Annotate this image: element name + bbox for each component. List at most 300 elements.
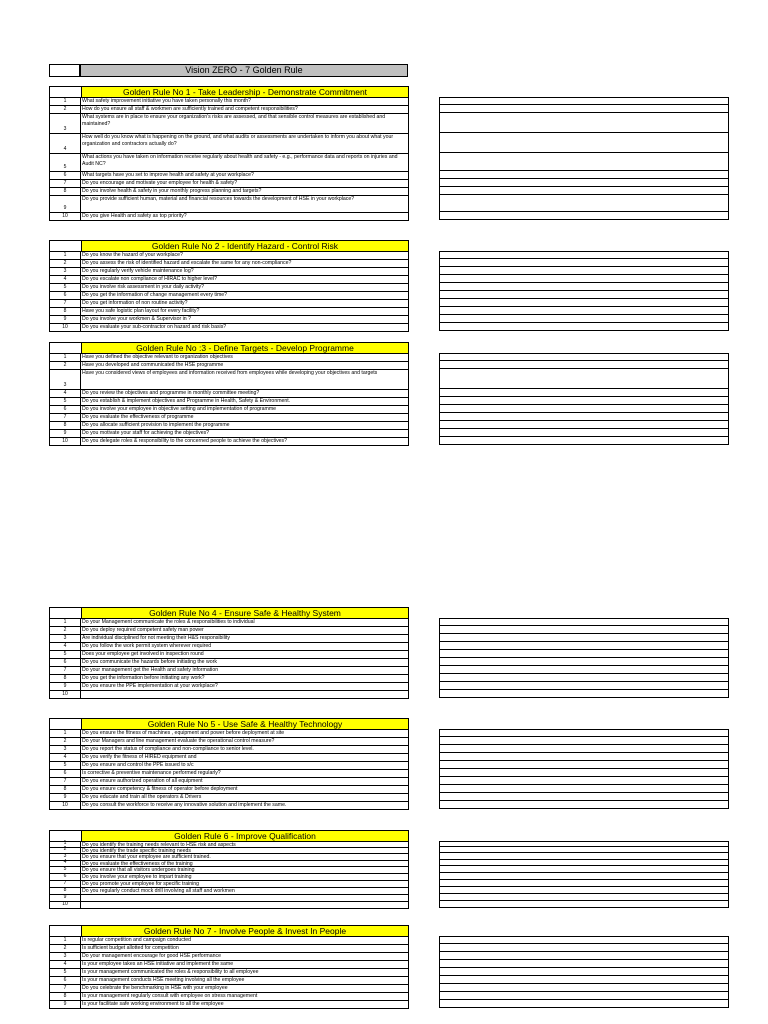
answer-cell[interactable] (439, 187, 729, 195)
question-row (49, 770, 409, 778)
answer-cell[interactable] (439, 650, 729, 658)
question-row (49, 794, 409, 802)
question-text: Do your Management communicate the roles & responsibilities to individual (81, 619, 409, 626)
question-text: Do you delegate roles & responsibility to the concerned people to achieve the objectives? (81, 438, 409, 445)
question-number: 1 (49, 619, 81, 626)
question-number: 8 (49, 422, 81, 429)
answer-cell[interactable] (439, 97, 729, 105)
question-text: Do you know the hazard of your workplace? (81, 252, 409, 259)
question-text: Do you provide sufficient human, material and financial resources towards the development of HSE in your workplace? (81, 196, 409, 212)
question-row (49, 953, 409, 961)
question-number: 3 (49, 114, 81, 133)
question-text: Do you identify the trade specific training needs (81, 848, 409, 853)
question-text: Is regular competition and campaign conducted (81, 937, 409, 944)
answer-cell[interactable] (439, 133, 729, 153)
answer-cell[interactable] (439, 785, 729, 793)
answer-cell[interactable] (439, 291, 729, 299)
question-text: Is your facilitate safe working environment to all the employee (81, 1001, 409, 1008)
question-text: Do you ensure authorized operation of all equipment (81, 778, 409, 785)
answer-cell[interactable] (439, 113, 729, 133)
question-text: Do you ensure that all visitors undergoes training (81, 867, 409, 873)
answer-cell[interactable] (439, 658, 729, 666)
question-text: Do you regularly verify vehicle maintenance log? (81, 268, 409, 275)
golden-rule-section-5 (49, 718, 409, 810)
question-text: Do you escalate non compliance of HIRAC to higher level? (81, 276, 409, 283)
question-number: 9 (49, 1001, 81, 1008)
answer-cell[interactable] (439, 283, 729, 291)
question-row (49, 390, 409, 398)
question-number: 6 (49, 874, 81, 880)
question-text: How do you ensure all staff & workmen are sufficiently trained and competent responsibilities? (81, 106, 409, 113)
question-row (49, 874, 409, 881)
answer-cell[interactable] (439, 315, 729, 323)
question-number: 7 (49, 881, 81, 887)
question-number: 1 (49, 354, 81, 361)
question-text: Do you evaluate the effectiveness of programme (81, 414, 409, 421)
question-row (49, 937, 409, 945)
question-text: Do you ensure competency & fitness of operator before deployment (81, 786, 409, 793)
section-header (49, 240, 409, 252)
section-header (49, 607, 409, 619)
question-row (49, 154, 409, 172)
answer-cell[interactable] (439, 880, 729, 887)
question-text: Do you ensure the PPE implementation at your workplace? (81, 683, 409, 690)
question-text: Is your employee takes an HSE initiative and implement the same (81, 961, 409, 968)
question-text: Do you follow the work permit system wherever required (81, 643, 409, 650)
answer-cell[interactable] (439, 936, 729, 944)
question-number: 10 (49, 324, 81, 331)
question-number: 5 (49, 154, 81, 171)
answer-cell[interactable] (439, 421, 729, 429)
section-header-number-cell (49, 86, 81, 98)
question-text: Do you consult the workforce to receive any innovative solution and implement the same. (81, 802, 409, 809)
question-row (49, 398, 409, 406)
question-number: 4 (49, 390, 81, 397)
question-number: 6 (49, 292, 81, 299)
question-number: 5 (49, 969, 81, 976)
answer-cell[interactable] (439, 361, 729, 369)
answer-cell[interactable] (439, 323, 729, 331)
answer-cell[interactable] (439, 894, 729, 901)
question-number: 8 (49, 675, 81, 682)
question-row (49, 961, 409, 969)
answer-cell[interactable] (439, 976, 729, 984)
answer-cell[interactable] (439, 745, 729, 753)
question-row (49, 1001, 409, 1009)
question-row (49, 619, 409, 627)
question-number: 4 (49, 276, 81, 283)
question-number: 9 (49, 430, 81, 437)
question-text: How well do you know what is happening on the ground, and what audits or assessments are undertaken to inform you about what your organization and contractors actually do? (81, 134, 409, 153)
answer-cell[interactable] (439, 1000, 729, 1008)
answer-cell[interactable] (439, 299, 729, 307)
question-row (49, 188, 409, 196)
question-text: Do your management encourage for good HSE performance (81, 953, 409, 960)
answer-cell[interactable] (439, 666, 729, 674)
question-row (49, 213, 409, 221)
question-row (49, 691, 409, 699)
question-row (49, 683, 409, 691)
question-row (49, 430, 409, 438)
question-text: Do you motivate your staff for achieving the objectives? (81, 430, 409, 437)
question-number: 1 (49, 252, 81, 259)
question-row (49, 414, 409, 422)
answer-cell[interactable] (439, 618, 729, 626)
question-row (49, 635, 409, 643)
question-text: Do you encourage and motivate your employee for health & safety? (81, 180, 409, 187)
question-text: Is your management regularly consult with employee on stress management (81, 993, 409, 1000)
answer-cell[interactable] (439, 682, 729, 690)
question-number: 7 (49, 985, 81, 992)
question-text: Do you assess the risk of identified hazard and escalate the same for any non-compliance? (81, 260, 409, 267)
question-text: Do you review the objectives and programme in monthly committee meeting? (81, 390, 409, 397)
answer-column (439, 251, 729, 331)
question-text: Do you educate and train all the operators & Drivers (81, 794, 409, 801)
section-heading: Golden Rule No 4 - Ensure Safe & Healthy System (81, 607, 409, 619)
question-row (49, 252, 409, 260)
question-text: Do you deploy required competent safety man power (81, 627, 409, 634)
question-number: 5 (49, 398, 81, 405)
answer-cell[interactable] (439, 729, 729, 737)
question-row (49, 643, 409, 651)
question-row (49, 888, 409, 895)
document-title: Vision ZERO - 7 Golden Rule (80, 64, 408, 77)
answer-cell[interactable] (439, 968, 729, 976)
question-text: Do you promote your employee for specific training (81, 881, 409, 887)
question-number: 2 (49, 738, 81, 745)
question-row (49, 945, 409, 953)
section-header-number-cell (49, 342, 81, 354)
question-text: What targets have you set to improve health and safety at your workplace? (81, 172, 409, 179)
question-number: 1 (49, 98, 81, 105)
question-text: Do you evaluate your sub-contractor on hazard and risk basis? (81, 324, 409, 331)
question-number: 3 (49, 370, 81, 389)
question-text (81, 902, 409, 908)
question-number: 10 (49, 902, 81, 908)
question-text: Do you verify the fitness of HIRED equipment and (81, 754, 409, 761)
answer-cell[interactable] (439, 251, 729, 259)
question-row (49, 627, 409, 635)
question-number: 8 (49, 786, 81, 793)
question-text: Do you involve risk assessment in your daily activity? (81, 284, 409, 291)
section-heading: Golden Rule No 7 - Involve People & Invest In People (81, 925, 409, 937)
question-row (49, 902, 409, 909)
question-text: Do you evaluate the effectiveness of the training (81, 861, 409, 866)
answer-cell[interactable] (439, 105, 729, 113)
section-header (49, 342, 409, 354)
question-number: 5 (49, 651, 81, 658)
question-text: What systems are in place to ensure your organization's risks are assessed, and that sensible control measures are established and maintained? (81, 114, 409, 133)
question-row (49, 98, 409, 106)
question-number: 3 (49, 854, 81, 860)
question-row (49, 854, 409, 861)
question-number: 6 (49, 770, 81, 777)
question-number: 7 (49, 667, 81, 674)
question-text: Do you involve your employee to impart training (81, 874, 409, 880)
answer-cell[interactable] (439, 634, 729, 642)
answer-cell[interactable] (439, 674, 729, 682)
question-row (49, 895, 409, 902)
question-number: 7 (49, 778, 81, 785)
question-row (49, 422, 409, 430)
answer-cell[interactable] (439, 212, 729, 220)
question-row (49, 106, 409, 114)
question-row (49, 308, 409, 316)
answer-cell[interactable] (439, 153, 729, 171)
question-row (49, 675, 409, 683)
answer-cell[interactable] (439, 353, 729, 361)
question-row (49, 438, 409, 446)
question-text: Have you considered views of employees and information received from employees while developing your objectives and targets (81, 370, 409, 389)
question-row (49, 196, 409, 213)
question-number: 6 (49, 977, 81, 984)
answer-cell[interactable] (439, 853, 729, 860)
question-text: Do you ensure that your employee are sufficient trained. (81, 854, 409, 860)
answer-column (439, 353, 729, 445)
question-number: 10 (49, 691, 81, 698)
question-number: 5 (49, 284, 81, 291)
question-number: 2 (49, 106, 81, 113)
question-text: Is corrective & preventive maintenance performed regularly? (81, 770, 409, 777)
answer-cell[interactable] (439, 801, 729, 809)
answer-cell[interactable] (439, 690, 729, 698)
question-row (49, 651, 409, 659)
question-text: Do you get information of non routine activity? (81, 300, 409, 307)
question-number: 4 (49, 134, 81, 153)
question-number: 3 (49, 746, 81, 753)
question-number: 7 (49, 300, 81, 307)
question-text: What safety improvement initiative you have taken personally this month? (81, 98, 409, 105)
question-text: Have you defined the objective relevant to organization objectives (81, 354, 409, 361)
answer-cell[interactable] (439, 777, 729, 785)
question-row (49, 114, 409, 134)
question-number: 10 (49, 438, 81, 445)
question-row (49, 667, 409, 675)
answer-cell[interactable] (439, 642, 729, 650)
section-heading: Golden Rule No 2 - Identify Hazard - Control Risk (81, 240, 409, 252)
section-heading: Golden Rule No 1 - Take Leadership - Demonstrate Commitment (81, 86, 409, 98)
question-number: 8 (49, 888, 81, 894)
answer-column (439, 618, 729, 698)
question-number: 4 (49, 961, 81, 968)
answer-cell[interactable] (439, 960, 729, 968)
question-number: 9 (49, 683, 81, 690)
question-row (49, 180, 409, 188)
question-row (49, 362, 409, 370)
question-text: Do you ensure and control the PPE issued to s/c (81, 762, 409, 769)
answer-column (439, 97, 729, 220)
answer-cell[interactable] (439, 389, 729, 397)
question-text: Is your management conducts HSE meeting involving all the employee (81, 977, 409, 984)
question-row (49, 977, 409, 985)
question-text: Do you involve your employee in objective setting and implementation of programme (81, 406, 409, 413)
question-row (49, 276, 409, 284)
question-text: Do your Managers and line management evaluate the operational control measure? (81, 738, 409, 745)
question-row (49, 730, 409, 738)
question-number: 8 (49, 308, 81, 315)
answer-cell[interactable] (439, 171, 729, 179)
question-row (49, 786, 409, 794)
question-row (49, 762, 409, 770)
question-text: Are individual disciplined for not meeting their H&S responsibility (81, 635, 409, 642)
question-text: Do your management get the Health and safety information (81, 667, 409, 674)
answer-cell[interactable] (439, 887, 729, 894)
answer-cell[interactable] (439, 984, 729, 992)
question-text: Do you regularly conduct mock drill involving all staff and workmen (81, 888, 409, 894)
answer-cell[interactable] (439, 405, 729, 413)
answer-cell[interactable] (439, 369, 729, 389)
question-number: 3 (49, 635, 81, 642)
question-number: 1 (49, 730, 81, 737)
answer-column (439, 841, 729, 908)
question-text: Do you get the information before initiating any work? (81, 675, 409, 682)
answer-cell[interactable] (439, 195, 729, 212)
section-header-number-cell (49, 925, 81, 937)
question-row (49, 300, 409, 308)
question-number: 1 (49, 842, 81, 847)
question-row (49, 406, 409, 414)
question-text: Do you involve your workmen & Supervisor in ? (81, 316, 409, 323)
question-row (49, 778, 409, 786)
question-number: 7 (49, 414, 81, 421)
question-row (49, 324, 409, 332)
answer-cell[interactable] (439, 437, 729, 445)
question-number: 8 (49, 188, 81, 195)
section-header (49, 925, 409, 937)
question-row (49, 659, 409, 667)
question-number: 5 (49, 867, 81, 873)
section-heading: Golden Rule 6 - Improve Qualification (81, 830, 409, 842)
question-text: Do you give Health and safety as top priority? (81, 213, 409, 220)
answer-cell[interactable] (439, 866, 729, 873)
question-text: Do you identify the training needs relevant to HSE risk and aspects (81, 842, 409, 847)
question-text: Have you safe logistic plan layout for every facility? (81, 308, 409, 315)
answer-cell[interactable] (439, 307, 729, 315)
question-text: Do you get the information of change management every time? (81, 292, 409, 299)
answer-cell[interactable] (439, 397, 729, 405)
answer-cell[interactable] (439, 769, 729, 777)
answer-cell[interactable] (439, 992, 729, 1000)
question-row (49, 172, 409, 180)
question-row (49, 284, 409, 292)
answer-cell[interactable] (439, 267, 729, 275)
question-number: 2 (49, 362, 81, 369)
section-heading: Golden Rule No :3 - Define Targets - Develop Programme (81, 342, 409, 354)
question-row (49, 134, 409, 154)
question-row (49, 754, 409, 762)
question-number: 5 (49, 762, 81, 769)
question-row (49, 985, 409, 993)
question-number: 7 (49, 180, 81, 187)
question-row (49, 268, 409, 276)
question-text: Is sufficient budget allotted for competition (81, 945, 409, 952)
answer-cell[interactable] (439, 737, 729, 745)
question-row (49, 260, 409, 268)
golden-rule-section-1 (49, 86, 409, 221)
question-text (81, 895, 409, 901)
question-number: 9 (49, 316, 81, 323)
question-row (49, 993, 409, 1001)
question-number: 9 (49, 794, 81, 801)
question-text: Is your management communicated the roles & responsibility to all employee (81, 969, 409, 976)
question-number: 6 (49, 172, 81, 179)
question-number: 8 (49, 993, 81, 1000)
question-row (49, 738, 409, 746)
question-text: Do you report the status of compliance and non-compliance to senior level. (81, 746, 409, 753)
answer-cell[interactable] (439, 179, 729, 187)
question-number: 4 (49, 643, 81, 650)
golden-rule-section-4 (49, 607, 409, 699)
golden-rule-section-2 (49, 240, 409, 332)
answer-column (439, 729, 729, 809)
question-number: 9 (49, 196, 81, 212)
golden-rule-section-3 (49, 342, 409, 446)
question-text: Have you developed and communicated the HSE programme (81, 362, 409, 369)
section-header-number-cell (49, 240, 81, 252)
question-number: 2 (49, 260, 81, 267)
question-number: 10 (49, 213, 81, 220)
question-number: 1 (49, 937, 81, 944)
answer-cell[interactable] (439, 952, 729, 960)
title-number-cell (49, 64, 80, 77)
question-text: Does your employee get involved in inspection round (81, 651, 409, 658)
question-number: 10 (49, 802, 81, 809)
answer-cell[interactable] (439, 413, 729, 421)
section-heading: Golden Rule No 5 - Use Safe & Healthy Technology (81, 718, 409, 730)
question-text: Do you celebrate the benchmarking in HSE with your employee (81, 985, 409, 992)
question-text: Do you communicate the hazards before initiating the work (81, 659, 409, 666)
question-row (49, 881, 409, 888)
answer-cell[interactable] (439, 259, 729, 267)
question-text (81, 691, 409, 698)
question-text: What actions you have taken on information receive regularly about health and safety - e.g., performance data and reports on injuries and Audit NC? (81, 154, 409, 171)
question-row (49, 316, 409, 324)
answer-column (439, 936, 729, 1008)
answer-cell[interactable] (439, 429, 729, 437)
golden-rule-section-7 (49, 925, 409, 1009)
question-row (49, 746, 409, 754)
answer-cell[interactable] (439, 901, 729, 908)
question-text: Do you involve health & safety in your monthly progress planning and targets? (81, 188, 409, 195)
answer-cell[interactable] (439, 793, 729, 801)
answer-cell[interactable] (439, 626, 729, 634)
question-row (49, 969, 409, 977)
question-number: 6 (49, 659, 81, 666)
question-number: 4 (49, 754, 81, 761)
question-row (49, 292, 409, 300)
answer-cell[interactable] (439, 873, 729, 880)
question-text: Do you establish & implement objectives and Programme in Health, Safety & Environment. (81, 398, 409, 405)
answer-cell[interactable] (439, 761, 729, 769)
question-number: 9 (49, 895, 81, 901)
question-number: 2 (49, 945, 81, 952)
question-text: Do you allocate sufficient provision to implement the programme (81, 422, 409, 429)
question-row (49, 370, 409, 390)
answer-cell[interactable] (439, 275, 729, 283)
question-row (49, 867, 409, 874)
section-header (49, 718, 409, 730)
section-header-number-cell (49, 607, 81, 619)
section-header (49, 86, 409, 98)
question-number: 2 (49, 627, 81, 634)
answer-cell[interactable] (439, 753, 729, 761)
section-header (49, 830, 409, 842)
question-number: 2 (49, 848, 81, 853)
answer-cell[interactable] (439, 944, 729, 952)
question-number: 6 (49, 406, 81, 413)
question-number: 4 (49, 861, 81, 866)
section-header-number-cell (49, 718, 81, 730)
